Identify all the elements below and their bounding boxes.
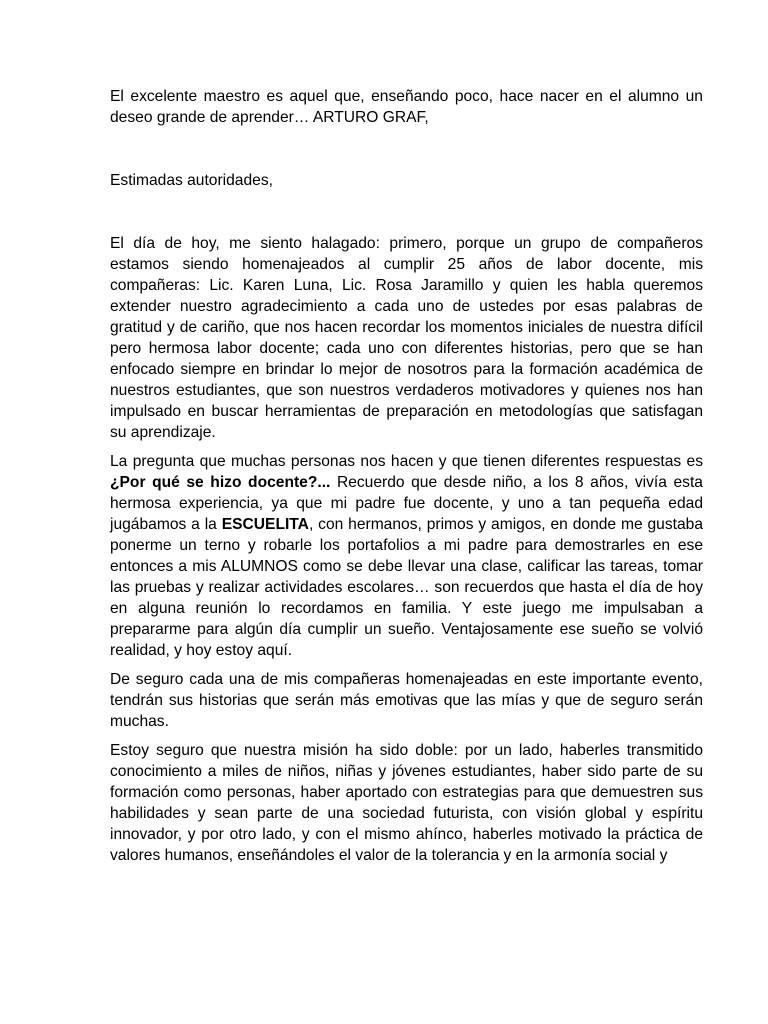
paragraph-2-part-b: Recuerdo que desde niño, a los 8 años, vivía esta hermosa experiencia, ya que mi padre fue docente, y uno a tan pequeña edad jugábamos a la [110, 474, 703, 533]
greeting: Estimadas autoridades, [110, 172, 273, 189]
paragraph-4: Estoy seguro que nuestra misión ha sido doble: por un lado, haberles transmitido conocimiento a miles de niños, niñas y jóvenes estudiantes, haber sido parte de su formación como personas, haber aportado con estrategias para que demuestren sus habilidades y sean parte de una sociedad futurista, con visión global y espíritu innovador, y por otro lado, y con el mismo ahínco, haberles motivado la práctica de valores humanos, enseñándoles el valor de la tolerancia y en la armonía social y [110, 742, 703, 864]
paragraph-2-part-a: La pregunta que muchas personas nos hacen y que tienen diferentes respuestas es [110, 453, 703, 470]
opening-quote: El excelente maestro es aquel que, enseñando poco, hace nacer en el alumno un deseo grande de aprender… ARTURO GRAF, [110, 88, 703, 126]
paragraph-3: De seguro cada una de mis compañeras homenajeadas en este importante evento, tendrán sus historias que serán más emotivas que las mías y que de seguro serán muchas. [110, 671, 703, 730]
paragraph-2-bold-question: ¿Por qué se hizo docente?... [110, 474, 331, 491]
paragraph-1: El día de hoy, me siento halagado: primero, porque un grupo de compañeros estamos siendo homenajeados al cumplir 25 años de labor docente, mis compañeras: Lic. Karen Luna, Lic. Rosa Jaramillo y quien les habla queremos extender nuestro agradecimiento a cada uno de ustedes por esas palabras de gratitud y de cariño, que nos hacen recordar los momentos iniciales de nuestra difícil pero hermosa labor docente; cada uno con diferentes historias, pero que se han enfocado siempre en brindar lo mejor de nosotros para la formación académica de nuestros estudiantes, que son nuestros verdaderos motivadores y quienes nos han impulsado en buscar herramientas de preparación en metodologías que satisfagan su aprendizaje. [110, 235, 703, 441]
paragraph-2-bold-word: ESCUELITA [221, 516, 309, 533]
document-page [110, 86, 703, 874]
paragraph-2 [110, 451, 703, 661]
paragraph-2-part-c: , con hermanos, primos y amigos, en donde me gustaba ponerme un terno y robarle los portafolios a mi padre para demostrarles en ese entonces a mis ALUMNOS como se debe llevar una clase, calificar las tareas, tomar las pruebas y realizar actividades escolares… son recuerdos que hasta el día de hoy en alguna reunión lo recordamos en familia. Y este juego me impulsaban a prepararme para algún día cumplir un sueño. Ventajosamente ese sueño se volvió realidad, y hoy estoy aquí. [110, 516, 703, 659]
